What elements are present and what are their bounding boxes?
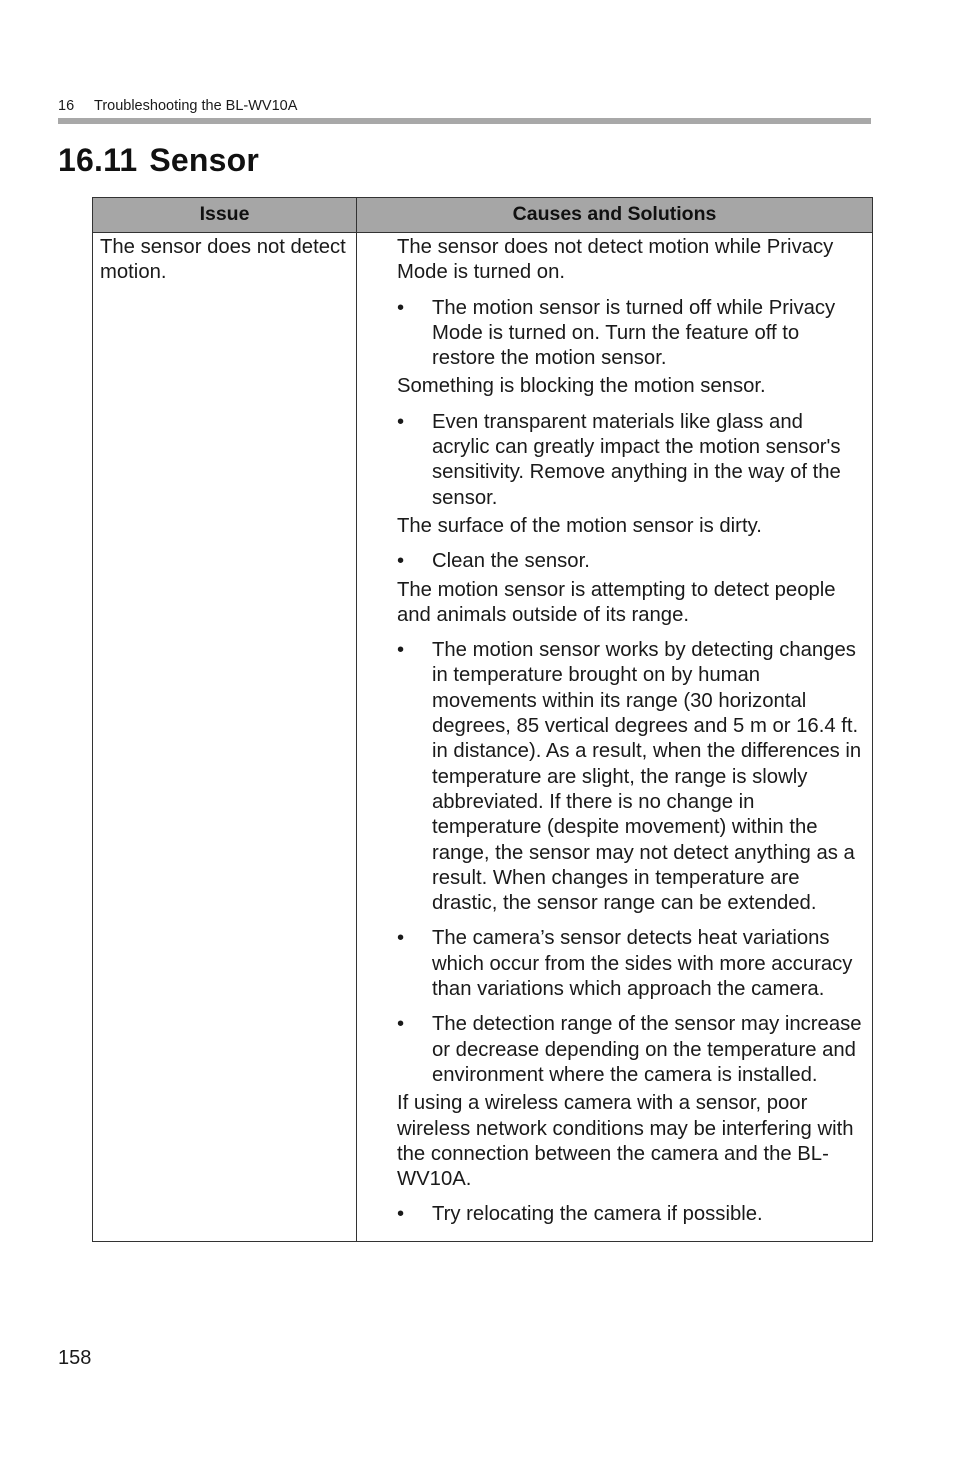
- section-title-text: Sensor: [149, 142, 259, 178]
- bullet: •: [397, 1203, 405, 1226]
- table-header-row: [93, 198, 873, 233]
- bullet: •: [397, 927, 405, 950]
- cause-text: The motion sensor is attempting to detect people and animals outside of its range.: [397, 578, 836, 626]
- solution-item: [397, 1202, 862, 1227]
- header-issue: Issue: [93, 198, 357, 233]
- bullet: •: [397, 639, 405, 662]
- solution-text: The motion sensor is turned off while Privacy Mode is turned on. Turn the feature off to restore the motion sensor.: [432, 296, 836, 370]
- troubleshooting-table: [92, 197, 873, 1242]
- solution-text: Clean the sensor.: [432, 550, 590, 573]
- bullet: •: [397, 410, 405, 433]
- running-header: [58, 97, 297, 115]
- solution-text: Try relocating the camera if possible.: [432, 1203, 763, 1226]
- table-row: [93, 233, 873, 1242]
- solution-item: [397, 638, 862, 916]
- bullet: •: [397, 1013, 405, 1036]
- solution-text: The detection range of the sensor may increase or decrease depending on the temperature and environment where the camera is installed.: [432, 1013, 862, 1086]
- chapter-number: 16: [58, 98, 75, 114]
- cause-text: If using a wireless camera with a sensor, poor wireless network conditions may be interfering with the connection between the camera and the BL-WV10A.: [397, 1092, 854, 1191]
- causes-cell: [357, 233, 873, 1242]
- header-causes-and-solutions: Causes and Solutions: [357, 198, 873, 233]
- solution-text: The camera’s sensor detects heat variations which occur from the sides with more accuracy than variations which approach the camera.: [432, 927, 853, 1001]
- cause-text: Something is blocking the motion sensor.: [397, 375, 766, 398]
- solution-item: [397, 1012, 862, 1088]
- solution-item: [397, 296, 862, 372]
- section-number: 16.11: [58, 142, 138, 178]
- page-number: 158: [58, 1347, 92, 1369]
- solution-item: [397, 926, 862, 1002]
- chapter-title: Troubleshooting the BL-WV10A: [94, 98, 298, 114]
- cause-text: The surface of the motion sensor is dirty.: [397, 514, 762, 537]
- section-title: [58, 138, 259, 182]
- header-rule: [58, 118, 871, 124]
- solution-item: [397, 549, 862, 574]
- bullet: •: [397, 550, 405, 573]
- issue-cell: The sensor does not detect motion.: [93, 233, 357, 1242]
- bullet: •: [397, 296, 405, 319]
- cause-text: The sensor does not detect motion while Privacy Mode is turned on.: [397, 236, 834, 284]
- solution-item: [397, 410, 862, 511]
- solution-text: Even transparent materials like glass and acrylic can greatly impact the motion sensor's sensitivity. Remove anything in the way of the sensor.: [432, 410, 841, 509]
- solution-text: The motion sensor works by detecting changes in temperature brought on by human movements within its range (30 horizontal degrees, 85 vertical degrees and 5 m or 16.4 ft. in distance). As a result, when the differences in temperature are slight, the range is slowly abbreviated. If there is no change in temperature (despite movement) within the range, the sensor may not detect anything as a result. When changes in temperature are drastic, the sensor range can be extended.: [432, 639, 862, 915]
